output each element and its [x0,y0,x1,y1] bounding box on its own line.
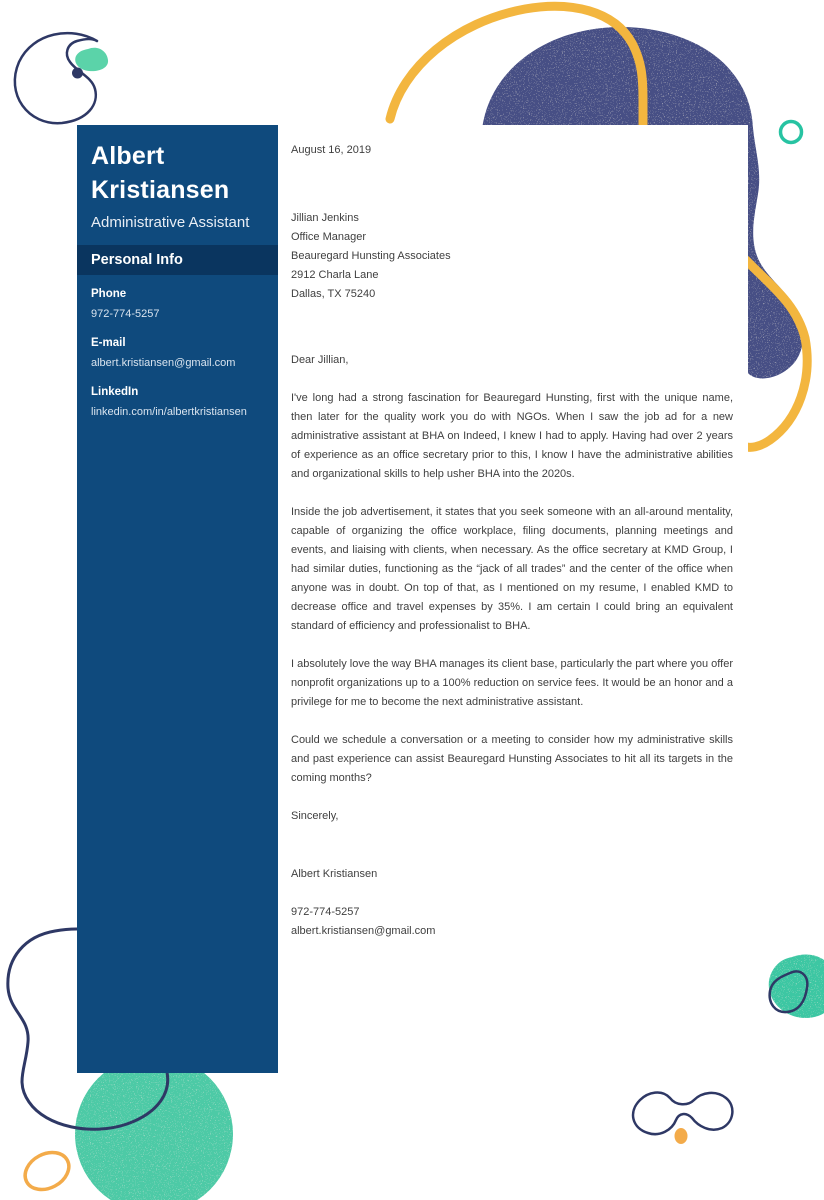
section-header-personal-info: Personal Info [77,245,278,275]
recipient-name: Jillian Jenkins [291,212,359,224]
recipient-block [291,209,733,304]
letter-body [278,125,748,1073]
personal-info-item-phone [91,287,264,321]
navy-dot-shape [72,68,83,79]
recipient-street: 2912 Charla Lane [291,269,379,281]
email-value: albert.kristiansen@gmail.com [91,357,236,369]
personal-info-item-email [91,336,264,370]
personal-info-list [77,275,278,419]
closing: Sincerely, [291,810,339,822]
candidate-name-line1: Albert [91,142,165,170]
phone-label: Phone [91,288,127,300]
letter-date: August 16, 2019 [291,144,372,156]
orange-dot-shape [675,1128,688,1144]
sidebar [77,125,278,1073]
linkedin-value: linkedin.com/in/albertkristiansen [91,406,247,418]
personal-info-item-linkedin [91,385,264,419]
paragraph-1: I've long had a strong fascination for Beauregard Hunsting, first with the unique name, then later for the quality work you do with NGOs. When I saw the job ad for a new administrative assistant at BHA on Indeed, I knew I had to apply. Having had over 2 years of experience as an office secretary prior to this, I know I have the administrative abilities and organizational skills to help usher BHA into the 2020s. [291,392,733,480]
teal-ring-shape [781,122,802,143]
signature-contact [291,903,733,941]
recipient-role: Office Manager [291,231,367,243]
paragraph-4: Could we schedule a conversation or a meeting to consider how my administrative skills and past experience can assist Beauregard Hunsting Associates to hit all its targets in the coming months? [291,734,733,784]
orange-oval-outline-shape [19,1145,76,1197]
phone-value: 972-774-5257 [91,308,160,320]
linkedin-label: LinkedIn [91,386,139,398]
salutation: Dear Jillian, [291,354,349,366]
paragraph-3: I absolutely love the way BHA manages its client base, particularly the part where you offer nonprofit organizations up to a 100% reduction on service fees. It would be an honor and a privilege for me to become the next administrative assistant. [291,658,733,708]
signature-phone: 972-774-5257 [291,906,360,918]
peanut-outline-shape [633,1092,732,1134]
paragraph-2: Inside the job advertisement, it states that you seek someone with an all-around mentality, capable of organizing the office workplace, filing documents, planning meetings and events, and liaising with clients, when necessary. As the office secretary at KMD Group, I had similar duties, functioning as the “jack of all trades” and the center of the office when anyone was in doubt. On top of that, as I mentioned on my resume, I enabled KMD to decrease office and travel expenses by 35%. I am certain I could bring an equivalent standard of efficiency and professionalist to BHA. [291,506,733,632]
candidate-name [77,125,278,207]
signature-email: albert.kristiansen@gmail.com [291,925,436,937]
candidate-job-title: Administrative Assistant [91,214,250,231]
teal-blob-small-shape [75,48,108,71]
signature-name: Albert Kristiansen [291,868,378,880]
teal-circle-shape [75,1055,233,1200]
email-label: E-mail [91,337,126,349]
paisley-outline-shape [15,33,97,123]
candidate-name-line2: Kristiansen [91,176,230,204]
recipient-company: Beauregard Hunsting Associates [291,250,451,262]
recipient-city: Dallas, TX 75240 [291,288,376,300]
letter-paper [77,125,748,1073]
